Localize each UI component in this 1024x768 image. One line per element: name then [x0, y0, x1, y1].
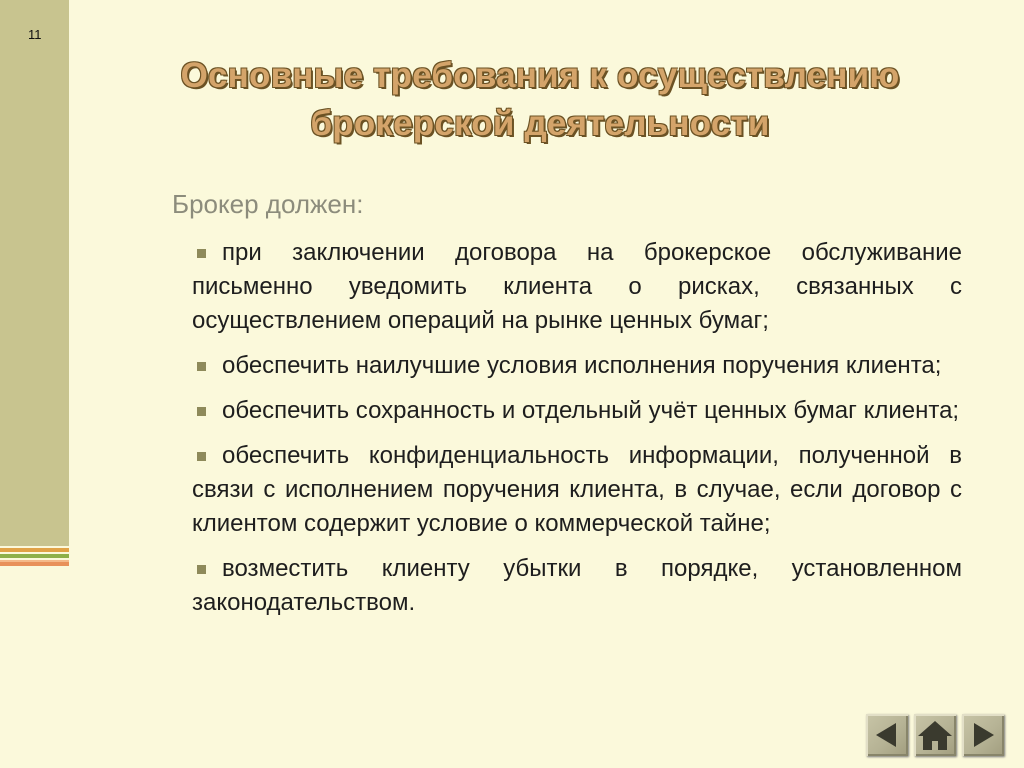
bullet-text: возместить клиенту убытки в порядке, установленном законодательством. — [192, 555, 962, 616]
slide-number: 11 — [28, 27, 42, 42]
bullet-item — [192, 349, 962, 383]
square-bullet-icon — [197, 249, 206, 258]
slide-title: Основные требования к осуществлению брокерской деятельности — [180, 56, 900, 143]
bullet-text: при заключении договора на брокерское обслуживание письменно уведомить клиента о рисках, связанных с осуществлением операций на рынке ценных бумаг; — [192, 239, 962, 334]
bullet-text: обеспечить конфиденциальность информации, полученной в связи с исполнением поручения клиента, в случае, если договор с клиентом содержит условие о коммерческой тайне; — [192, 442, 962, 537]
square-bullet-icon — [197, 407, 206, 416]
bullet-item — [192, 236, 962, 338]
bullet-list — [192, 236, 962, 631]
square-bullet-icon — [197, 362, 206, 371]
side-stripe-salmon — [0, 562, 69, 566]
triangle-right-icon — [962, 714, 1004, 756]
side-stripe-green — [0, 554, 69, 558]
bullet-item — [192, 394, 962, 428]
forward-button[interactable] — [962, 714, 1004, 756]
side-stripe-orange — [0, 548, 69, 552]
triangle-left-icon — [866, 714, 908, 756]
bullet-item — [192, 439, 962, 541]
bullet-item — [192, 552, 962, 620]
square-bullet-icon — [197, 452, 206, 461]
bullet-text: обеспечить сохранность и отдельный учёт ценных бумаг клиента; — [222, 397, 960, 424]
side-bar — [0, 0, 69, 546]
square-bullet-icon — [197, 565, 206, 574]
back-button[interactable] — [866, 714, 908, 756]
home-button[interactable] — [914, 714, 956, 756]
home-icon — [914, 714, 956, 756]
bullet-text: обеспечить наилучшие условия исполнения поручения клиента; — [222, 352, 942, 379]
slide-subtitle: Брокер должен: — [172, 189, 364, 219]
